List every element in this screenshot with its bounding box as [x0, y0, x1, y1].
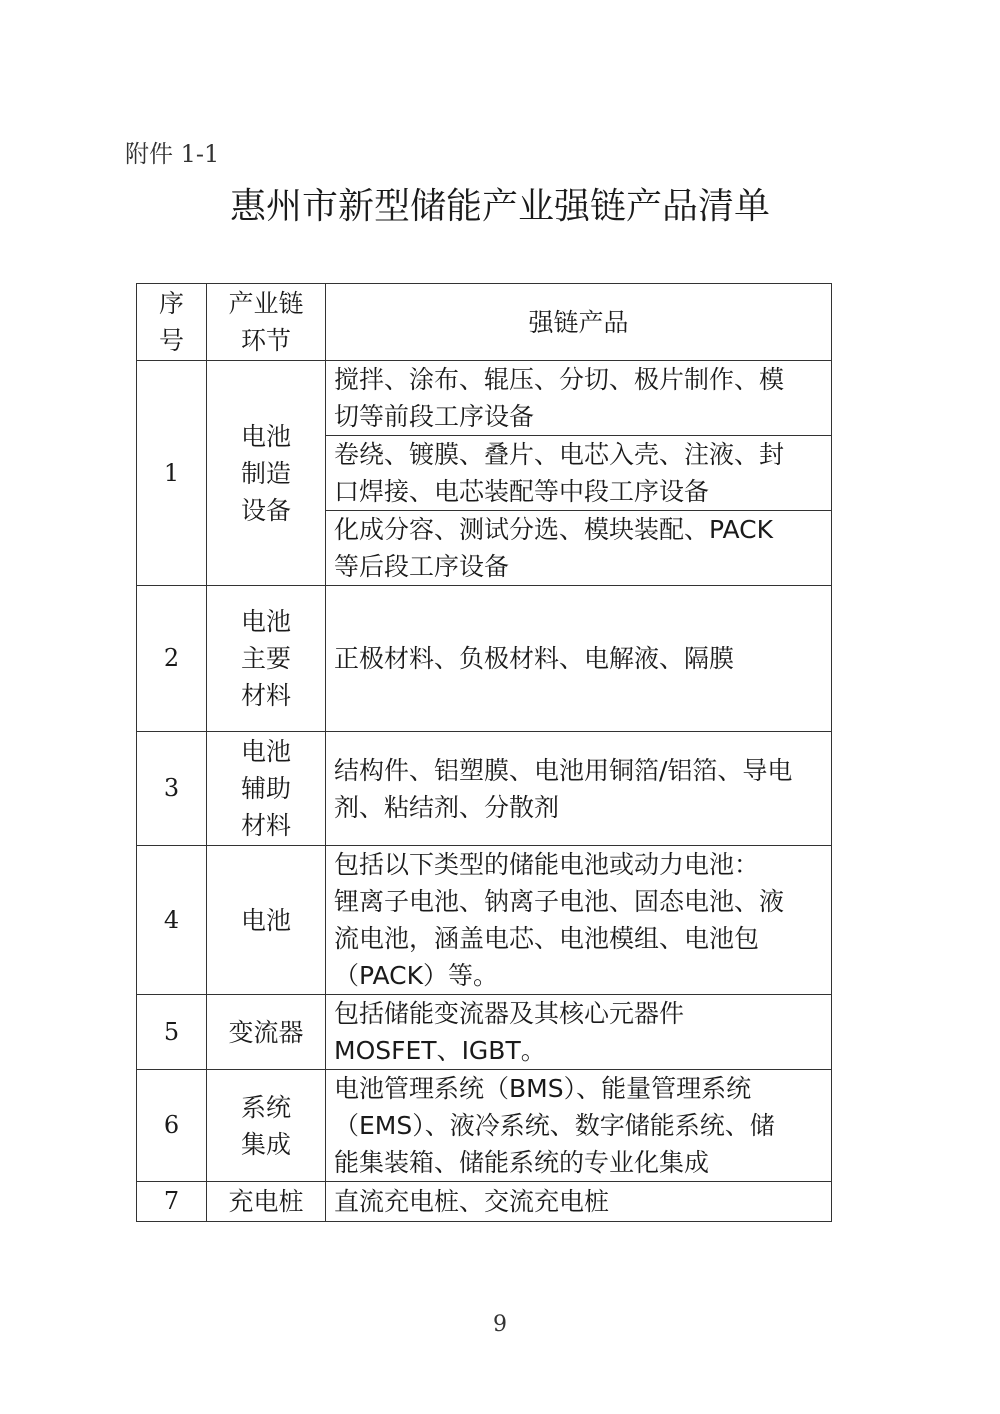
table-row [137, 361, 832, 436]
row-link: 电池 辅助 材料 [207, 732, 326, 846]
table-row [137, 1070, 832, 1182]
row-products: 正极材料、负极材料、电解液、隔膜 [326, 586, 832, 732]
row-link: 系统 集成 [207, 1070, 326, 1182]
table-row [137, 732, 832, 846]
row-products: 结构件、铝塑膜、电池用铜箔/铝箔、导电 剂、粘结剂、分散剂 [326, 732, 832, 846]
row-seq: 2 [137, 586, 207, 732]
row-seq: 4 [137, 846, 207, 995]
row-seq: 3 [137, 732, 207, 846]
header-link: 产业链 环节 [207, 284, 326, 361]
row-products: 直流充电桩、交流充电桩 [326, 1182, 832, 1222]
row-link: 电池 [207, 846, 326, 995]
row-products: 电池管理系统（BMS）、能量管理系统 （EMS）、液冷系统、数字储能系统、储 能集装箱、储能系统的专业化集成 [326, 1070, 832, 1182]
row-products: 搅拌、涂布、辊压、分切、极片制作、模 切等前段工序设备 [326, 361, 832, 436]
row-link: 电池 主要 材料 [207, 586, 326, 732]
row-products: 包括以下类型的储能电池或动力电池： 锂离子电池、钠离子电池、固态电池、液 流电池，涵盖电芯、电池模组、电池包 （PACK）等。 [326, 846, 832, 995]
table-row [137, 1182, 832, 1222]
table-row [137, 995, 832, 1070]
table-header-row [137, 284, 832, 361]
header-products: 强链产品 [326, 284, 832, 361]
header-seq: 序 号 [137, 284, 207, 361]
document-title: 惠州市新型储能产业强链产品清单 [229, 186, 770, 227]
page-number: 9 [493, 1312, 507, 1337]
row-link: 充电桩 [207, 1182, 326, 1222]
table-row [137, 586, 832, 732]
row-seq: 5 [137, 995, 207, 1070]
product-list-table [136, 283, 832, 1222]
row-link: 电池 制造 设备 [207, 361, 326, 586]
row-seq: 1 [137, 361, 207, 586]
attachment-label: 附件 1-1 [125, 140, 220, 168]
row-seq: 7 [137, 1182, 207, 1222]
row-products: 包括储能变流器及其核心元器件 MOSFET、IGBT。 [326, 995, 832, 1070]
row-seq: 6 [137, 1070, 207, 1182]
row-products: 化成分容、测试分选、模块装配、PACK 等后段工序设备 [326, 511, 832, 586]
row-products: 卷绕、镀膜、叠片、电芯入壳、注液、封 口焊接、电芯装配等中段工序设备 [326, 436, 832, 511]
row-link: 变流器 [207, 995, 326, 1070]
table-row [137, 846, 832, 995]
